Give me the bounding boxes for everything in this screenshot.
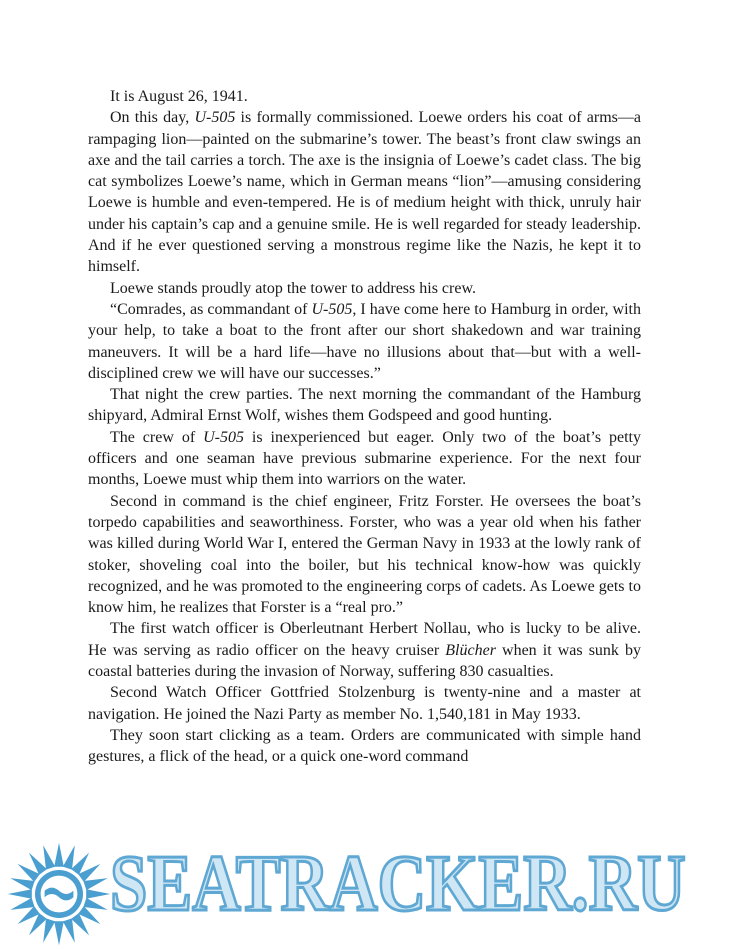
paragraph: [88, 491, 641, 619]
italic-text-run: U-505: [311, 300, 353, 318]
text-run: The crew of: [110, 428, 204, 446]
text-run: The first watch officer is Oberleutnant Herbert Nollau, who is lucky to be alive. He was serving as radio officer on the heavy cruiser: [88, 620, 641, 659]
text-run: It is August 26, 1941.: [110, 88, 248, 105]
paragraph: [88, 427, 641, 491]
paragraph: [88, 107, 641, 277]
paragraph: [88, 618, 641, 682]
italic-text-run: U-505: [194, 109, 236, 127]
paragraph: [88, 299, 641, 384]
italic-text-run: Blücher: [445, 641, 496, 659]
text-run: Second Watch Officer Gottfried Stolzenburg is twenty-nine and a master at navigation. He joined the Nazi Party as member No. 1,540,181 in May 1933.: [88, 684, 641, 723]
text-run: , I have come here to Hamburg in order, with your help, to take a boat to the front after our short shakedown and war training maneuvers. It will be a hard life—have no illusions about that—but with a well-disciplined crew we will have our successes.”: [88, 300, 641, 382]
text-run: when it was sunk by coastal batteries during the invasion of Norway, suffering 830 casualties.: [88, 641, 642, 681]
text-block: [88, 86, 641, 768]
paragraph: [88, 278, 641, 299]
paragraph: [88, 86, 641, 107]
sun-icon: [0, 838, 120, 949]
watermark: [0, 836, 729, 949]
paragraph: [88, 384, 641, 427]
text-run: is formally commissioned. Loewe orders his coat of arms—a rampaging lion—painted on the submarine’s tower. The beast’s front claw swings an axe and the tail carries a torch. The axe is the insignia of Loewe’s cadet class. The big cat symbolizes Loewe’s name, which in German means “lion”—amusing considering Loewe is humble and even-tempered. He is of medium height with thick, unruly hair under his captain’s cap and a genuine smile. He is well regarded for steady leadership. And if he ever questioned serving a monstrous regime like the Nazis, he kept it to himself.: [88, 109, 641, 276]
paragraph: [88, 725, 641, 768]
paragraph: [88, 682, 641, 725]
watermark-text: SEATRACKER.RU: [110, 840, 686, 928]
text-run: Second in command is the chief engineer, Fritz Forster. He oversees the boat’s torpedo capabilities and seaworthiness. Forster, who was a year old when his father was killed during World War I, entered the German Navy in 1933 at the lowly rank of stoker, shoveling coal into the boiler, but his technical know-how was quickly recognized, and he was promoted to the engineering corps of cadets. As Loewe gets to know him, he realizes that Forster is a “real pro.”: [88, 492, 641, 617]
italic-text-run: U-505: [203, 428, 244, 446]
text-run: Loewe stands proudly atop the tower to address his crew.: [110, 279, 476, 297]
text-run: “Comrades, as commandant of: [110, 300, 312, 318]
text-run: On this day,: [110, 109, 195, 127]
text-run: is inexperienced but eager. Only two of the boat’s petty officers and one seaman have previous submarine experience. For the next four months, Loewe must whip them into warriors on the water.: [88, 428, 641, 489]
text-run: They soon start clicking as a team. Orders are communicated with simple hand gestures, a flick of the head, or a quick one-word command: [88, 726, 641, 766]
text-run: That night the crew parties. The next morning the commandant of the Hamburg shipyard, Admiral Ernst Wolf, wishes them Godspeed and good hunting.: [88, 386, 641, 425]
